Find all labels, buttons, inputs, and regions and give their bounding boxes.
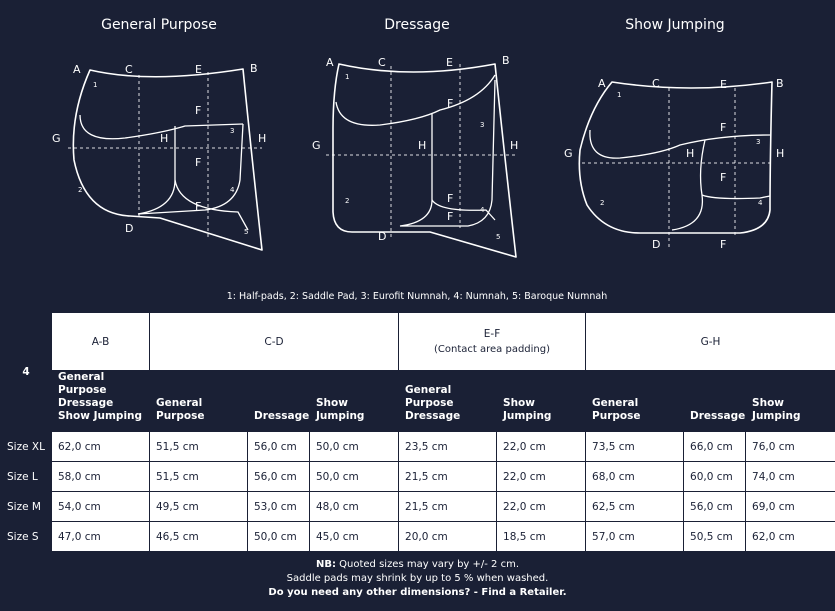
- table-cell: 57,0 cm: [586, 522, 684, 552]
- column-header-line: Dressage: [58, 397, 114, 409]
- column-header-line: General Purpose: [405, 384, 454, 409]
- general-purpose-panel-line: [138, 124, 243, 214]
- footer-notes: [0, 554, 835, 611]
- label-h: H: [510, 139, 519, 152]
- general-purpose-outline: [73, 69, 262, 250]
- table-cell: 50,5 cm: [684, 522, 746, 552]
- label-d: D: [652, 238, 661, 251]
- column-header: [150, 371, 248, 432]
- retailer-note[interactable]: [0, 586, 835, 600]
- table-cell: 69,0 cm: [746, 492, 835, 522]
- group-sub-ef: (Contact area padding): [434, 344, 551, 355]
- label-b: B: [776, 77, 784, 90]
- column-header-line: General Purpose: [592, 397, 641, 422]
- table-cell: 62,0 cm: [52, 432, 150, 462]
- label-e: E: [195, 63, 202, 76]
- table-cell: 66,0 cm: [684, 432, 746, 462]
- zone-5: 5: [496, 233, 501, 241]
- zone-5: 5: [244, 228, 249, 236]
- diagram-show-jumping: [564, 17, 784, 251]
- label-h: H: [686, 147, 695, 160]
- label-a: A: [73, 63, 81, 76]
- column-header-line: General Purpose: [58, 371, 107, 396]
- table-cell: 56,0 cm: [684, 492, 746, 522]
- table-cell: 53,0 cm: [248, 492, 310, 522]
- column-header: [52, 371, 150, 432]
- label-h: H: [776, 147, 785, 160]
- table-cell: 22,0 cm: [497, 432, 586, 462]
- column-header-line: Show Jumping: [752, 397, 801, 422]
- size-label: Size S: [1, 522, 52, 552]
- table-row: [1, 432, 835, 462]
- zone-4: 4: [480, 206, 485, 214]
- table-cell: 51,5 cm: [150, 432, 248, 462]
- nb-label: NB:: [315, 559, 336, 570]
- legend: 1: Half-pads, 2: Saddle Pad, 3: Eurofit Numnah, 4: Numnah, 5: Baroque Numnah: [226, 291, 608, 302]
- general-purpose-numnah-line: [175, 180, 248, 230]
- label-c: C: [125, 63, 133, 76]
- column-header: [497, 371, 586, 432]
- zone-4: 4: [230, 186, 235, 194]
- table-cell: 22,0 cm: [497, 492, 586, 522]
- column-header: [684, 371, 746, 432]
- column-header-line: Dressage: [254, 410, 310, 422]
- column-header-line: Dressage: [405, 410, 461, 422]
- label-f: F: [447, 97, 454, 110]
- label-g: G: [52, 132, 61, 145]
- diagram-title-show-jumping: Show Jumping: [625, 17, 725, 33]
- group-header-ef: [399, 313, 586, 371]
- table-cell: 47,0 cm: [52, 522, 150, 552]
- table-cell: 50,0 cm: [248, 522, 310, 552]
- table-row: [1, 522, 835, 552]
- table-cell: 46,5 cm: [150, 522, 248, 552]
- label-c: C: [378, 56, 386, 69]
- nb-text: Quoted sizes may vary by +/- 2 cm.: [335, 559, 520, 570]
- size-table: [0, 312, 835, 552]
- table-cell: 62,0 cm: [746, 522, 835, 552]
- group-header-ab: [52, 313, 150, 371]
- table-cell: 49,5 cm: [150, 492, 248, 522]
- table-cell: 18,5 cm: [497, 522, 586, 552]
- table-cell: 22,0 cm: [497, 462, 586, 492]
- zone-1: 1: [93, 81, 98, 89]
- group-label-cd: C-D: [264, 335, 284, 348]
- diagram-title-general-purpose: General Purpose: [101, 17, 217, 33]
- column-header: [310, 371, 399, 432]
- label-g: G: [564, 147, 573, 160]
- diagram-title-dressage: Dressage: [384, 17, 450, 33]
- label-e: E: [720, 78, 727, 91]
- group-label-gh: G-H: [700, 335, 721, 348]
- label-e: E: [446, 56, 453, 69]
- column-header: [746, 371, 835, 432]
- table-cell: 21,5 cm: [399, 462, 497, 492]
- group-label-ab: A-B: [91, 335, 110, 348]
- label-f: F: [720, 238, 727, 251]
- table-row: [1, 462, 835, 492]
- table-row: [1, 492, 835, 522]
- model-badge: 4: [1, 313, 52, 432]
- label-f: F: [195, 104, 202, 117]
- zone-1: 1: [345, 73, 350, 81]
- table-cell: 74,0 cm: [746, 462, 835, 492]
- size-label: Size XL: [1, 432, 52, 462]
- dressage-seat-line: [336, 75, 495, 125]
- column-header-line: Show Jumping: [316, 397, 365, 422]
- label-f: F: [195, 156, 202, 169]
- label-f: F: [720, 171, 727, 184]
- column-header-row: [1, 371, 835, 432]
- zone-3: 3: [230, 127, 235, 135]
- zone-2: 2: [345, 197, 350, 205]
- label-h: H: [418, 139, 427, 152]
- group-header-cd: [150, 313, 399, 371]
- show-jumping-seat-line: [590, 130, 770, 158]
- table-cell: 73,5 cm: [586, 432, 684, 462]
- size-label: Size M: [1, 492, 52, 522]
- column-header-line: Show Jumping: [58, 410, 143, 422]
- zone-3: 3: [756, 138, 761, 146]
- shrink-note: Saddle pads may shrink by up to 5 % when washed.: [286, 573, 549, 584]
- table-cell: 48,0 cm: [310, 492, 399, 522]
- table-cell: 58,0 cm: [52, 462, 150, 492]
- size-rows: [1, 432, 835, 552]
- label-c: C: [652, 77, 660, 90]
- zone-1: 1: [617, 91, 622, 99]
- table-cell: 68,0 cm: [586, 462, 684, 492]
- table-cell: 45,0 cm: [310, 522, 399, 552]
- column-header: [586, 371, 684, 432]
- label-b: B: [502, 54, 510, 67]
- table-cell: 56,0 cm: [248, 432, 310, 462]
- column-header: [399, 371, 497, 432]
- group-label-ef: E-F: [483, 328, 501, 340]
- zone-2: 2: [600, 199, 605, 207]
- table-cell: 54,0 cm: [52, 492, 150, 522]
- table-cell: 51,5 cm: [150, 462, 248, 492]
- column-header-line: Dressage: [690, 410, 746, 422]
- group-header-row: [1, 313, 835, 371]
- label-d: D: [125, 222, 134, 235]
- table-cell: 60,0 cm: [684, 462, 746, 492]
- label-a: A: [598, 77, 606, 90]
- table-cell: 23,5 cm: [399, 432, 497, 462]
- table-cell: 56,0 cm: [248, 462, 310, 492]
- column-header: [248, 371, 310, 432]
- label-a: A: [326, 56, 334, 69]
- zone-2: 2: [78, 186, 83, 194]
- size-label: Size L: [1, 462, 52, 492]
- dressage-outline: [333, 64, 519, 257]
- table-cell: 76,0 cm: [746, 432, 835, 462]
- label-h: H: [160, 132, 169, 145]
- column-header-line: General Purpose: [156, 397, 205, 422]
- column-header-line: Show Jumping: [503, 397, 552, 422]
- label-f: F: [447, 192, 454, 205]
- label-b: B: [250, 62, 258, 75]
- table-cell: 62,5 cm: [586, 492, 684, 522]
- zone-4: 4: [758, 199, 763, 207]
- label-h: H: [258, 132, 267, 145]
- label-g: G: [312, 139, 321, 152]
- table-cell: 50,0 cm: [310, 462, 399, 492]
- table-cell: 21,5 cm: [399, 492, 497, 522]
- diagram-dressage: [312, 17, 518, 257]
- group-header-gh: [586, 313, 835, 371]
- table-cell: 20,0 cm: [399, 522, 497, 552]
- diagram-general-purpose: [52, 17, 266, 250]
- label-f: F: [195, 200, 202, 213]
- label-f: F: [720, 121, 727, 134]
- table-cell: 50,0 cm: [310, 432, 399, 462]
- label-d: D: [378, 230, 387, 243]
- zone-3: 3: [480, 121, 485, 129]
- label-f: F: [447, 210, 454, 223]
- retailer-link[interactable]: Do you need any other dimensions? - Find a Retailer.: [268, 587, 567, 598]
- footer-nb: [0, 558, 835, 572]
